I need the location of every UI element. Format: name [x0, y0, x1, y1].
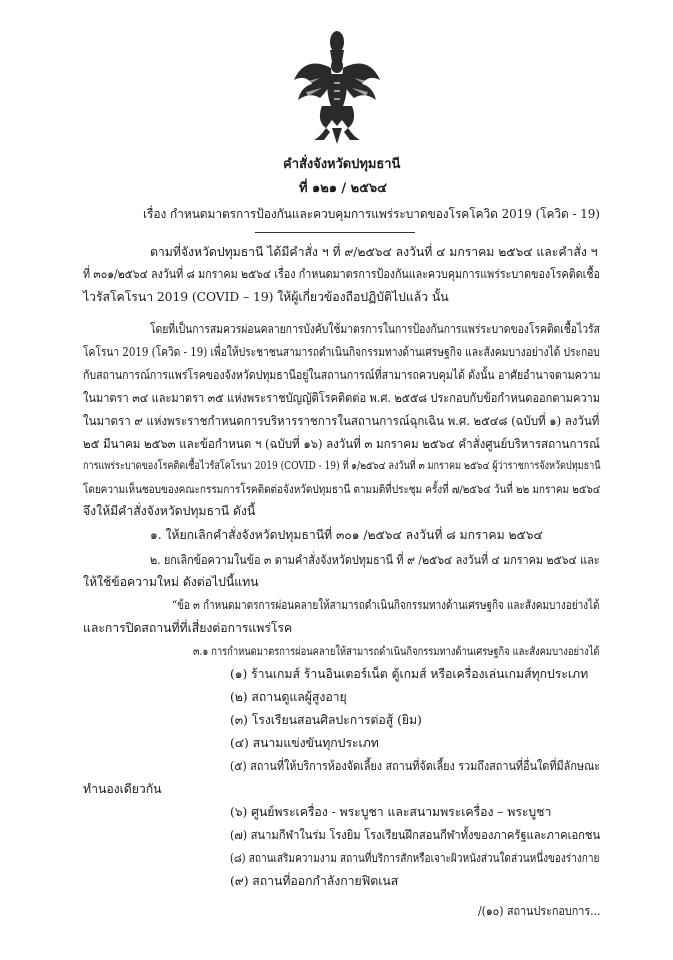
order-item-1: ๑. ให้ยกเลิกคำสั่งจังหวัดปทุมธานีที่ ๓๐๑ /๒๕๖๔ ลงวันที่ ๘ มกราคม ๒๕๖๔ — [150, 528, 543, 542]
list-item: (๕) สถานที่ให้บริการห้องจัดเลี้ยง สถานที่จัดเลี้ยง รวมถึงสถานที่อื่นใดที่มีลักษณะ — [230, 759, 601, 773]
order-subject: เรื่อง กำหนดมาตรการป้องกันและควบคุมการแพร่ระบาดของโรคโควิด 2019 (โควิด - 19) — [143, 207, 600, 221]
clause-3-line: “ข้อ ๓ กำหนดมาตรการผ่อนคลายให้สามารถดำเนินกิจกรรมทางด้านเศรษฐกิจ และสังคมบางอย่างได้ — [172, 598, 600, 612]
paragraph-line: จึงให้มีคำสั่งจังหวัดปทุมธานี ดังนี้ — [83, 504, 256, 518]
order-item-2: ๒. ยกเลิกข้อความในข้อ ๓ ตามคำสั่งจังหวัดปทุมธานี ที่ ๙ /๒๕๖๔ ลงวันที่ ๔ มกราคม ๒๕๖๔ และ — [150, 553, 600, 567]
paragraph-line: ในมาตรา ๙ แห่งพระราชกำหนดการบริหารราชการในสถานการณ์ฉุกเฉิน พ.ศ. ๒๕๔๘ (ฉบับที่ ๑) ลงวันที่ — [83, 414, 600, 428]
list-item: ทำนองเดียวกัน — [83, 782, 162, 796]
clause-3-1: ๓.๑ การกำหนดมาตรการผ่อนคลายให้สามารถดำเนินกิจกรรมทางด้านเศรษฐกิจ และสังคมบางอย่างได้ — [193, 644, 600, 658]
paragraph-line: ตามที่จังหวัดปทุมธานี ได้มีคำสั่ง ฯ ที่ ๙/๒๕๖๔ ลงวันที่ ๔ มกราคม ๒๕๖๔ และคำสั่ง ฯ — [150, 245, 598, 259]
paragraph-line: โคโรนา 2019 (โควิด - 19) เพื่อให้ประชาชนสามารถดำเนินกิจกรรมทางด้านเศรษฐกิจ และสังคมบางอย่างได้ ประกอบ — [83, 345, 600, 359]
list-item: (๑) ร้านเกมส์ ร้านอินเตอร์เน็ต ตู้เกมส์ หรือเครื่องเล่นเกมส์ทุกประเภท — [230, 667, 589, 681]
paragraph-line: โดยที่เป็นการสมควรผ่อนคลายการบังคับใช้มาตรการในการป้องกันการแพร่ระบาดของโรคติดเชื้อไวรัส — [150, 322, 600, 336]
paragraph-line: ไวรัสโคโรนา 2019 (COVID – 19) ให้ผู้เกี่ยวข้องถือปฏิบัติไปแล้ว นั้น — [83, 290, 449, 304]
list-item: (๓) โรงเรียนสอนศิลปะการต่อสู้ (ยิม) — [230, 713, 422, 727]
list-item: (๒) สถานดูแลผู้สูงอายุ — [230, 690, 347, 704]
order-number: ที่ ๑๒๑ / ๒๕๖๔ — [299, 181, 387, 196]
list-item: (๙) สถานที่ออกกำลังกายฟิตเนส — [230, 874, 399, 888]
list-item: (๗) สนามกีฬาในร่ม โรงยิม โรงเรียนฝึกสอนกีฬาทั้งของภาครัฐและภาคเอกชน — [230, 828, 601, 842]
paragraph-line: ๒๕ มีนาคม ๒๕๖๓ และข้อกำหนด ฯ (ฉบับที่ ๑๖) ลงวันที่ ๓ มกราคม ๒๕๖๔ คำสั่งศูนย์บริหารสถานการณ์ — [83, 437, 600, 451]
list-item: (๔) สนามแข่งขันทุกประเภท — [230, 736, 379, 750]
order-item-2: ให้ใช้ข้อความใหม่ ดังต่อไปนี้แทน — [83, 575, 259, 589]
list-item: (๖) ศูนย์พระเครื่อง - พระบูชา และสนามพระเครื่อง – พระบูชา — [230, 805, 552, 819]
garuda-emblem-icon — [292, 28, 382, 146]
continuation-text: /(๑๐) สถานประกอบการ... — [478, 904, 601, 918]
paragraph-line: ในมาตรา ๓๔ และมาตรา ๓๕ แห่งพระราชบัญญัติโรคติดต่อ พ.ศ. ๒๕๕๘ ประกอบกับข้อกำหนดออกตามความ — [83, 391, 601, 405]
list-item: (๘) สถานเสริมความงาม สถานที่บริการสักหรือเจาะผิวหนังส่วนใดส่วนหนึ่งของร่างกาย — [230, 851, 600, 865]
paragraph-line: กับสถานการณ์การแพร่โรคของจังหวัดปทุมธานีอยู่ในสถานการณ์ที่สามารถควบคุมได้ ดังนั้น อาศัยอำนาจตามความ — [83, 368, 601, 382]
order-title: คำสั่งจังหวัดปทุมธานี — [283, 157, 401, 172]
header-divider — [255, 232, 415, 233]
paragraph-line: โดยความเห็นชอบของคณะกรรมการโรคติดต่อจังหวัดปทุมธานี ตามมติที่ประชุม ครั้งที่ ๗/๒๕๖๔ วันที่ ๒๒ มกราคม ๒๕๖๔ — [83, 482, 601, 496]
paragraph-line: ที่ ๓๐๑/๒๕๖๔ ลงวันที่ ๘ มกราคม ๒๕๖๔ เรื่อง กำหนดมาตรการป้องกันและควบคุมการแพร่ระบาดของโรคติดเชื้อ — [83, 267, 600, 281]
clause-3-line: และการปิดสถานที่ที่เสี่ยงต่อการแพร่โรค — [83, 621, 293, 635]
paragraph-line: การแพร่ระบาดของโรคติดเชื้อไวรัสโคโรนา 2019 (COVID - 19) ที่ ๑/๒๕๖๔ ลงวันที่ ๓ มกราคม ๒๕๖๔ ผู้ว่าราชการจังหวัดปทุมธานี — [83, 459, 601, 472]
